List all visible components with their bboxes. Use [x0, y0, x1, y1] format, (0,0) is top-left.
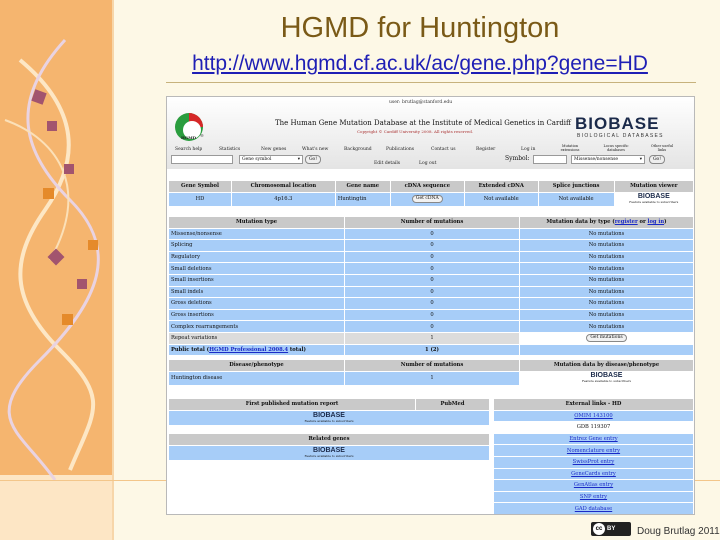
gene-info-table [168, 180, 694, 207]
public-total-empty [520, 345, 693, 356]
omim-link[interactable]: OMIM 143100 [574, 412, 613, 419]
biobase-badge: BIOBASE [590, 372, 623, 380]
user-indicator: user: brutlag@stanford.edu [389, 100, 453, 105]
col-mutation-data-by-type [520, 217, 693, 228]
register-link[interactable]: register [614, 219, 638, 226]
nomenclature-link[interactable]: Nomenclature entry [566, 447, 621, 454]
public-total-end: total) [288, 346, 306, 353]
subscriber-note: Feature available to subscribers [304, 418, 354, 423]
external-link-swissprot [494, 457, 693, 468]
chevron-down-icon: ▾ [639, 157, 642, 162]
public-total-text: Public total ( [171, 346, 210, 353]
mutation-data-cell: No mutations [520, 321, 693, 332]
subscriber-note: Feature available to subscribers [629, 200, 679, 205]
title-rule [166, 82, 696, 83]
nav-statistics[interactable]: Statistics [219, 147, 241, 152]
col-number-of-mutations: Number of mutations [345, 217, 519, 228]
mutation-data-cell: No mutations [520, 240, 693, 251]
hgmd-logo-mark: ® [200, 133, 204, 138]
disease-table [168, 359, 694, 386]
nav-contact-us[interactable]: Contact us [431, 147, 456, 152]
nav-mutation-extensions[interactable]: Mutation extensions [560, 144, 580, 152]
nav-log-out[interactable]: Log out [419, 161, 437, 166]
external-link-gad [494, 503, 693, 514]
swissprot-link[interactable]: SwissProt entry [572, 459, 615, 466]
hgmd-title: The Human Gene Mutation Database at the Institute of Medical Genetics in Cardiff [275, 119, 572, 127]
hgmd-header [167, 97, 694, 169]
external-link-omim [494, 411, 693, 422]
mutation-type-cell: Small deletions [169, 263, 344, 274]
external-link-entrez [494, 434, 693, 445]
col-mutation-data-label: Mutation data by type ( [546, 219, 615, 226]
mutation-data-cell: No mutations [520, 252, 693, 263]
hgmd-screenshot [166, 96, 695, 515]
nav-whats-new[interactable]: What's new [302, 147, 329, 152]
mutation-count-cell: 0 [345, 252, 519, 263]
table-row [169, 287, 693, 298]
mutation-data-cell: No mutations [520, 229, 693, 240]
location-cell: 4p16.3 [232, 193, 335, 206]
nav-other-links[interactable]: Other useful links [650, 144, 674, 152]
table-row [169, 298, 693, 309]
splice-cell: Not available [539, 193, 614, 206]
col-first-report: First published mutation report [169, 399, 415, 410]
table-row [169, 321, 693, 332]
table-row [169, 229, 693, 240]
nav-new-genes[interactable]: New genes [261, 147, 287, 152]
subscriber-note: Feature available to subscribers [304, 453, 354, 458]
viewer-cell [615, 193, 693, 206]
biobase-badge: BIOBASE [637, 193, 670, 201]
col-pubmed: PubMed [416, 399, 489, 410]
col-splice-junctions: Splice junctions [539, 181, 614, 192]
slide-footer-author: Doug Brutlag 2011 [637, 526, 720, 537]
disease-count-cell: 1 [345, 372, 519, 385]
mutation-data-cell [520, 333, 693, 344]
or-text: or [637, 219, 648, 226]
mutation-count-cell: 0 [345, 263, 519, 274]
nav-background[interactable]: Background [344, 147, 372, 152]
mutation-count-cell: 1 [345, 333, 519, 344]
gad-link[interactable]: GAD database [574, 505, 613, 512]
external-links-table [493, 398, 694, 515]
slide-left-band-bottom [0, 475, 112, 540]
biobase-subtitle: BIOLOGICAL DATABASES [577, 133, 664, 139]
col-cdna-sequence: cDNA sequence [391, 181, 464, 192]
slide-url-link[interactable]: http://www.hgmd.cf.ac.uk/ac/gene.php?gene=HD [192, 52, 648, 75]
chevron-down-icon: ▾ [297, 157, 300, 162]
mutation-count-cell: 0 [345, 240, 519, 251]
external-link-snp [494, 492, 693, 503]
hgmd-professional-link[interactable]: HGMD Professional 2008.4 [209, 346, 289, 353]
cdna-cell [391, 193, 464, 206]
biobase-badge: BIOBASE [313, 446, 345, 454]
entrez-link[interactable]: Entrez Gene entry [569, 436, 618, 443]
hgmd-logo-text: HGMD [181, 135, 197, 140]
symbol-go-button[interactable]: Go! [649, 155, 665, 164]
mutation-count-cell: 0 [345, 321, 519, 332]
mutation-type-cell: Small insertions [169, 275, 344, 286]
symbol-label: Symbol: [505, 155, 530, 162]
genecards-link[interactable]: GeneCards entry [571, 470, 616, 477]
col-mutation-type: Mutation type [169, 217, 344, 228]
col-extended-cdna: Extended cDNA [465, 181, 538, 192]
log-in-link[interactable]: log in [647, 219, 665, 226]
mutation-type-cell: Repeat variations [169, 333, 344, 344]
external-link-genatlas [494, 480, 693, 491]
mutation-count-cell: 0 [345, 310, 519, 321]
creative-commons-badge [591, 522, 631, 536]
public-total-row [169, 345, 693, 356]
mutation-count-cell: 0 [345, 287, 519, 298]
col-disease-phenotype: Disease/phenotype [169, 360, 344, 371]
mutation-data-cell: No mutations [520, 287, 693, 298]
mutation-count-cell: 0 [345, 275, 519, 286]
mutation-type-cell: Missense/nonsense [169, 229, 344, 240]
external-link-nomenclature [494, 445, 693, 456]
public-total-label [169, 345, 344, 356]
slide-title: HGMD for Huntington [280, 12, 560, 44]
col-chromosomal-location: Chromosomal location [232, 181, 335, 192]
related-genes-cell [169, 446, 489, 460]
subscriber-note: Feature available to subscribers [581, 379, 631, 384]
search-type-select[interactable] [239, 155, 303, 164]
repeat-variations-row [169, 333, 693, 344]
dna-helix-decoration [0, 0, 112, 480]
biobase-logo: BIOBASE [575, 114, 660, 133]
cc-icon: cc [593, 523, 605, 535]
slide-left-line [112, 0, 114, 540]
snp-link[interactable]: SNP entry [579, 494, 608, 501]
symbol-input[interactable] [533, 155, 567, 164]
col-disease-data: Mutation data by disease/phenotype [520, 360, 693, 371]
gene-name-cell: Huntingtin [336, 193, 390, 206]
get-mutations-button[interactable]: Get mutations [586, 334, 626, 342]
biobase-badge: BIOBASE [313, 411, 345, 419]
mutation-type-cell: Small indels [169, 287, 344, 298]
mutation-data-cell: No mutations [520, 263, 693, 274]
table-row [169, 275, 693, 286]
nav-locus-specific[interactable]: Locus specific databases [603, 144, 629, 152]
col-mutation-viewer: Mutation viewer [615, 181, 693, 192]
extended-cdna-cell: Not available [465, 193, 538, 206]
copyright-notice: Copyright © Cardiff University 2008. All rights reserved. [357, 129, 474, 134]
search-go-button[interactable]: Go! [305, 155, 321, 164]
mutation-data-cell: No mutations [520, 310, 693, 321]
mutation-count-cell: 0 [345, 229, 519, 240]
nav-search-help[interactable]: Search help [175, 147, 203, 152]
mutation-type-cell: Regulatory [169, 252, 344, 263]
first-report-cell [169, 411, 489, 425]
table-row [169, 310, 693, 321]
external-link-genecards [494, 469, 693, 480]
nav-edit-details[interactable]: Edit details [374, 161, 401, 166]
mutation-type-table [168, 216, 694, 356]
mutation-type-cell: Gross deletions [169, 298, 344, 309]
search-input[interactable] [171, 155, 233, 164]
nav-register[interactable]: Register [476, 147, 496, 152]
close-paren: ) [664, 219, 667, 226]
public-total-count: 1 (2) [345, 345, 519, 356]
table-row [169, 252, 693, 263]
mutation-type-cell: Gross insertions [169, 310, 344, 321]
gene-symbol-cell: HD [169, 193, 231, 206]
genatlas-link[interactable]: GenAtlas entry [573, 482, 614, 489]
table-row [169, 263, 693, 274]
external-link-gdb: GDB 119307 [494, 422, 693, 433]
mutation-count-cell: 0 [345, 298, 519, 309]
first-report-table [168, 398, 490, 426]
cc-by-text: BY [607, 526, 616, 532]
nav-publications[interactable]: Publications [386, 147, 415, 152]
col-disease-number: Number of mutations [345, 360, 519, 371]
mutation-type-cell: Complex rearrangements [169, 321, 344, 332]
nav-log-in[interactable]: Log in [521, 147, 536, 152]
get-cdna-button[interactable]: Get cDNA [412, 195, 443, 203]
symbol-type-select[interactable] [571, 155, 645, 164]
disease-data-cell [520, 372, 693, 385]
symbol-type-value: Missense/nonsense [574, 157, 619, 162]
related-genes-table [168, 433, 490, 461]
mutation-data-cell: No mutations [520, 298, 693, 309]
col-related-genes: Related genes [169, 434, 489, 445]
table-row [169, 240, 693, 251]
col-gene-symbol: Gene Symbol [169, 181, 231, 192]
col-external-links: External links - HD [494, 399, 693, 410]
mutation-data-cell: No mutations [520, 275, 693, 286]
search-type-value: Gene symbol [242, 157, 272, 162]
mutation-type-cell: Splicing [169, 240, 344, 251]
disease-name-cell: Huntington disease [169, 372, 344, 385]
col-gene-name: Gene name [336, 181, 390, 192]
